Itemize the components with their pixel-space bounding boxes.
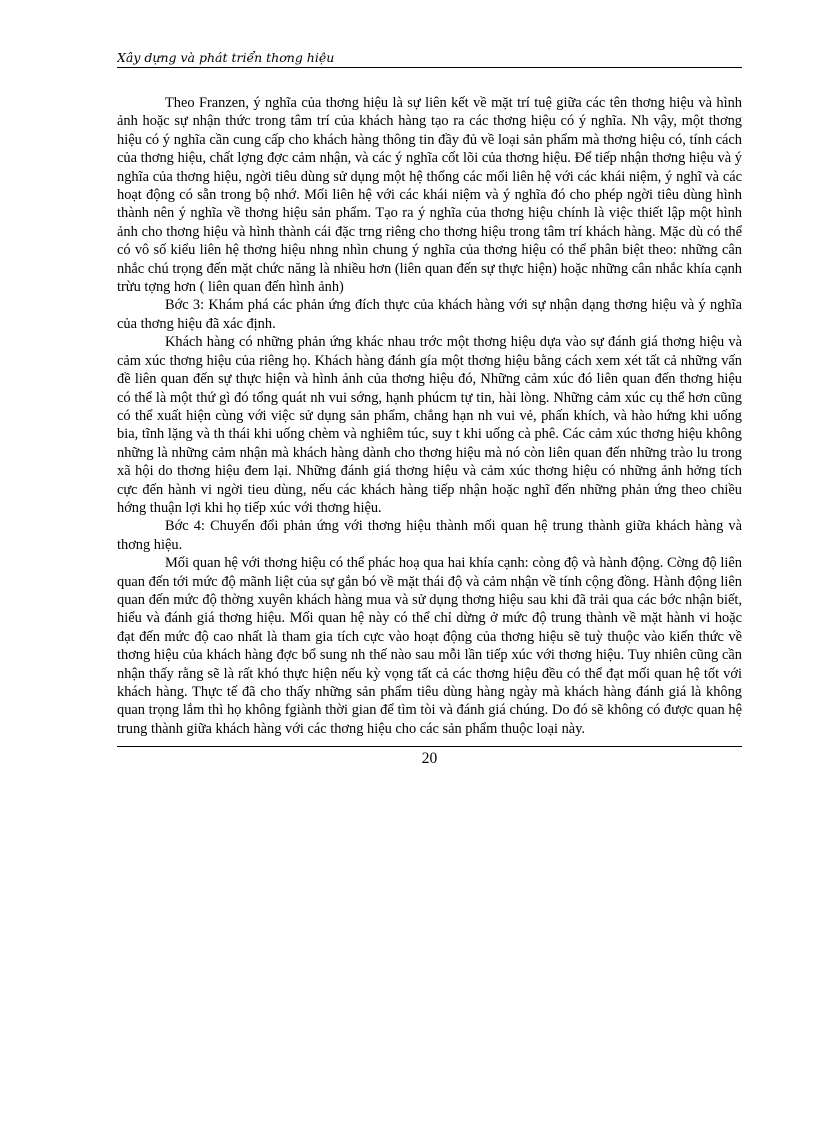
body-text bbox=[117, 94, 742, 738]
paragraph-brand-relationship: Mối quan hệ với thơng hiệu có thể phác hoạ qua hai khía cạnh: còng độ và hành động. Cờng độ liên quan đến tới mức độ mãnh liệt của sự gắn bó về mặt thái độ và cảm nhận về tính cộng đồng. Hành động liên quan đến mức độ thờng xuyên khách hàng mua và sử dụng thơng hiệu sau khi đã trải qua các bớc nhận biết, hiểu và đánh giá thơng hiệu. Mối quan hệ này có thể chỉ dừng ở mức độ trung thành về mặt hành vi hoặc đạt đến mức độ cao nhất là tham gia tích cực vào hoạt động của thơng hiệu sẽ tuỳ thuộc vào kiến thức về thơng hiệu của khách hàng đợc bổ sung nh thế nào sau mỗi lần tiếp xúc với thơng hiệu. Tuy nhiên cũng cần nhận thấy rằng sẽ là rất khó thực hiện nếu kỳ vọng tất cả các thơng hiệu đều có thể đạt mối quan hệ tốt với khách hàng. Thực tế đã cho thấy những sản phẩm tiêu dùng hàng ngày mà khách hàng đánh giá là không quan trọng lắm thì họ không fgiành thời gian để tìm tòi và đánh giá chúng. Do đó sẽ không có được quan hệ trung thành giữa khách hàng với các thơng hiệu cho các sản phẩm thuộc loại này. bbox=[117, 555, 742, 737]
paragraph-step-4-heading: Bớc 4: Chuyển đổi phản ứng với thơng hiệu thành mối quan hệ trung thành giữa khách hàng và thơng hiệu. bbox=[117, 518, 742, 553]
footer-divider bbox=[117, 746, 742, 747]
running-header: Xây dựng và phát triển thơng hiệu bbox=[117, 50, 742, 68]
paragraph-step-3-heading: Bớc 3: Khám phá các phản ứng đích thực của khách hàng với sự nhận dạng thơng hiệu và ý nghĩa của thơng hiệu đã xác định. bbox=[117, 297, 742, 332]
page-number: 20 bbox=[421, 750, 438, 767]
paragraph-customer-responses: Khách hàng có những phản ứng khác nhau trớc một thơng hiệu dựa vào sự đánh giá thơng hiệu và cảm xúc thơng hiệu của riêng họ. Khách hàng đánh gía một thơng hiệu bằng cách xem xét tất cả những vấn đề liên quan đến sự thực hiện và hình ảnh của thơng hiệu đó, Những cảm xúc đó liên quan đến thơng hiệu có thể là một thứ gì đó tổng quát nh vui sớng, hạnh phúcm tự tin, hài lòng. Những cảm xúc cụ thể hơn cũng có thể xuất hiện cùng với việc sử dụng sản phẩm, chẳng hạn nh vui vẻ, phấn khích, và hào hứng khi uống bia, tĩnh lặng và th thái khi uống chèm và nghiêm túc, suy t khi uống cà phê. Các cảm xúc thơng hiệu không những là những cảm nhận mà khách hàng dành cho thơng hiệu mà nó còn liên quan đến những trào lu trong xã hội do thơng hiệu đem lại. Những đánh giá thơng hiệu và cảm xúc thơng hiệu có những ảnh hởng tích cực đến hành vi ngời tieu dùng, nếu các khách hàng tiếp nhận hoặc nghĩ đến những phản ứng theo chiều hớng thuận lợi khi họ tiếp xúc với thơng hiệu. bbox=[117, 334, 742, 516]
paragraph-franzen-meaning: Theo Franzen, ý nghĩa của thơng hiệu là sự liên kết về mặt trí tuệ giữa các tên thơng hiệu và hình ảnh hoặc sự nhận thức trong tâm trí của khách hàng tạo ra các thơng hiệu có ý nghĩa. Nh vậy, một thơng hiệu có ý nghĩa cần cung cấp cho khách hàng thông tin đầy đủ về loại sản phẩm mà thơng hiệu có, tính cách của thơng hiệu, chất lợng đợc cảm nhận, và các ý nghĩa cốt lõi của thơng hiệu. Để tiếp nhận thơng hiệu và ý nghĩa của thơng hiệu, ngời tiêu dùng sử dụng một hệ thống các mối liên hệ với các khái niệm, ý nghĩ và các hoạt động có sẵn trong bộ nhớ. Mối liên hệ với các khái niệm và ý nghĩa đó cho phép ngời tiêu dùng hình thành nên ý nghĩa về thơng hiệu sản phẩm. Tạo ra ý nghĩa của thơng hiệu chính là việc thiết lập một hình ảnh cho thơng hiệu và hình thành cái đặc trng riêng cho thơng hiệu trong tâm trí khách hàng. Mặc dù có thể có vô số kiểu liên hệ thơng hiệu nhng nhìn chung ý nghĩa của thơng hiệu có thể phân biệt theo: những cân nhắc chú trọng đến mặt chức năng là nhiều hơn (liên quan đến sự thực hiện) hoặc những cân nhắc khía cạnh trừu tợng hơn ( liên quan đến hình ảnh) bbox=[117, 95, 742, 296]
